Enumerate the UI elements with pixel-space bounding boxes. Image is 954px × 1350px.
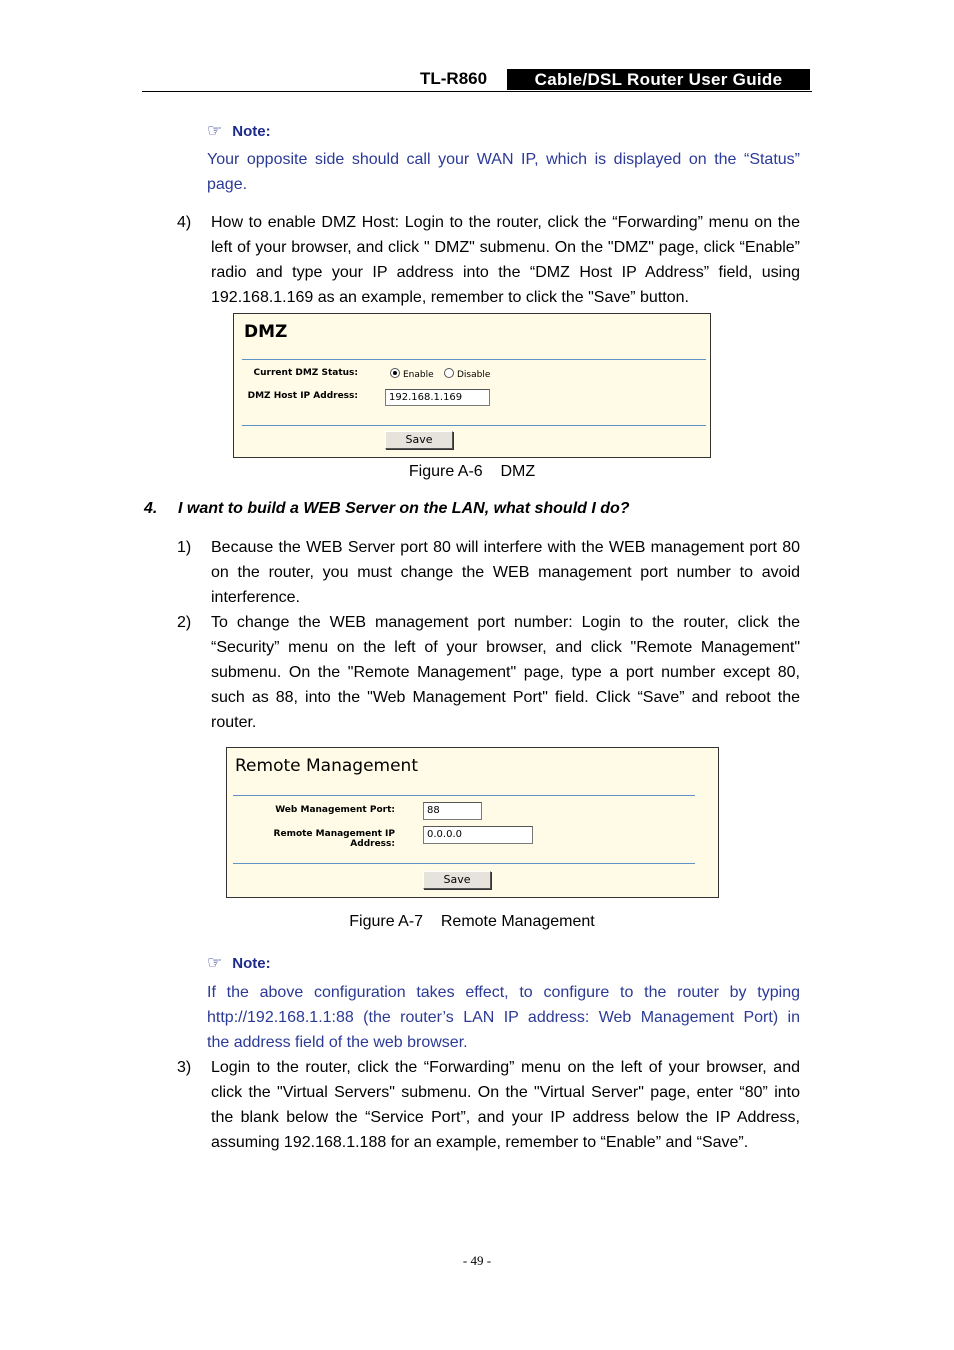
web-port-label: Web Management Port:	[275, 805, 395, 815]
list-text: How to enable DMZ Host: Login to the router, click the “Forwarding” menu on the left of your browser, and click " DMZ" submenu. On the "DMZ" page, click “Enable” radio and type your IP address into the “DMZ Host IP Address” field, using 192.168.1.169 as an example, remember to click the "Save” button.	[211, 214, 800, 306]
list-number: 4)	[177, 214, 192, 231]
header-rule	[142, 91, 812, 92]
radio-dot-selected	[390, 368, 400, 378]
pointing-hand-icon: ☞	[207, 953, 223, 972]
save-button[interactable]: Save	[423, 871, 491, 889]
section-question	[144, 500, 630, 518]
web-port-input[interactable]: 88	[423, 802, 482, 820]
note-text-line: the address field of the web browser.	[207, 1034, 468, 1051]
remote-ip-label: Remote Management IP Address:	[273, 829, 395, 849]
divider	[242, 359, 706, 360]
header-model: TL-R860	[420, 69, 488, 88]
figure-caption: Figure A-7 Remote Management	[349, 913, 595, 930]
figure-caption: Figure A-6 DMZ	[408, 463, 536, 480]
list-number: 1)	[177, 539, 192, 556]
list-item	[177, 1055, 800, 1180]
radio-enable[interactable]	[390, 368, 434, 380]
dmz-ip-input[interactable]: 192.168.1.169	[385, 389, 490, 406]
list-item	[177, 535, 800, 610]
dmz-title: DMZ	[244, 322, 288, 342]
remote-management-title: Remote Management	[235, 756, 418, 776]
note-text-line: If the above configuration takes effect, to configure to the router by typing	[207, 984, 800, 1001]
pointing-hand-icon: ☞	[207, 121, 223, 140]
radio-disable-label: Disable	[457, 370, 491, 380]
remote-management-figure	[226, 747, 719, 898]
list-number: 2)	[177, 614, 192, 631]
list-text: Login to the router, click the “Forwarding” menu on the left of your browser, and click the "Virtual Servers" submenu. On the "Virtual Server" page, enter “80” into the blank below the “Service Port”, and your IP address below the IP Address, assuming 192.168.1.188 for an example, remember to “Enable” and “Save”.	[211, 1059, 800, 1151]
page-number: - 49 -	[462, 1253, 492, 1268]
radio-dot	[444, 368, 454, 378]
header-title: Cable/DSL Router User Guide	[507, 69, 810, 90]
note-heading	[207, 121, 271, 141]
list-text: Because the WEB Server port 80 will interfere with the WEB management port 80 on the router, you must change the WEB management port number to avoid interference.	[211, 539, 800, 606]
dmz-ip-label: DMZ Host IP Address:	[247, 391, 358, 401]
list-item	[177, 610, 800, 735]
note-label: Note:	[232, 955, 271, 972]
radio-disable[interactable]	[444, 368, 490, 380]
list-text: To change the WEB management port number: Login to the router, click the “Security” menu on the left of your browser, and click "Remote Management" submenu. On the "Remote Management" page, type a port number except 80, such as 88, into the "Web Management Port" field. Click “Save” and reboot the router.	[211, 614, 800, 731]
list-number: 3)	[177, 1059, 192, 1076]
remote-ip-input[interactable]: 0.0.0.0	[423, 826, 533, 844]
list-item	[177, 210, 800, 310]
divider	[233, 795, 695, 796]
save-button[interactable]: Save	[385, 431, 453, 449]
divider	[233, 863, 695, 864]
note-heading	[207, 953, 271, 973]
note-text-line: Your opposite side should call your WAN IP, which is displayed on the “Status”	[207, 151, 800, 168]
note-label: Note:	[232, 123, 271, 140]
note-text-line: page.	[207, 176, 248, 193]
dmz-figure	[233, 313, 711, 458]
section-number: 4.	[144, 500, 158, 517]
note-text-line: http://192.168.1.1:88 (the router’s LAN IP address: Web Management Port) in	[207, 1009, 800, 1026]
radio-enable-label: Enable	[403, 370, 434, 380]
dmz-status-label: Current DMZ Status:	[253, 368, 358, 378]
section-question-text: I want to build a WEB Server on the LAN, what should I do?	[178, 500, 630, 517]
divider	[242, 425, 706, 426]
